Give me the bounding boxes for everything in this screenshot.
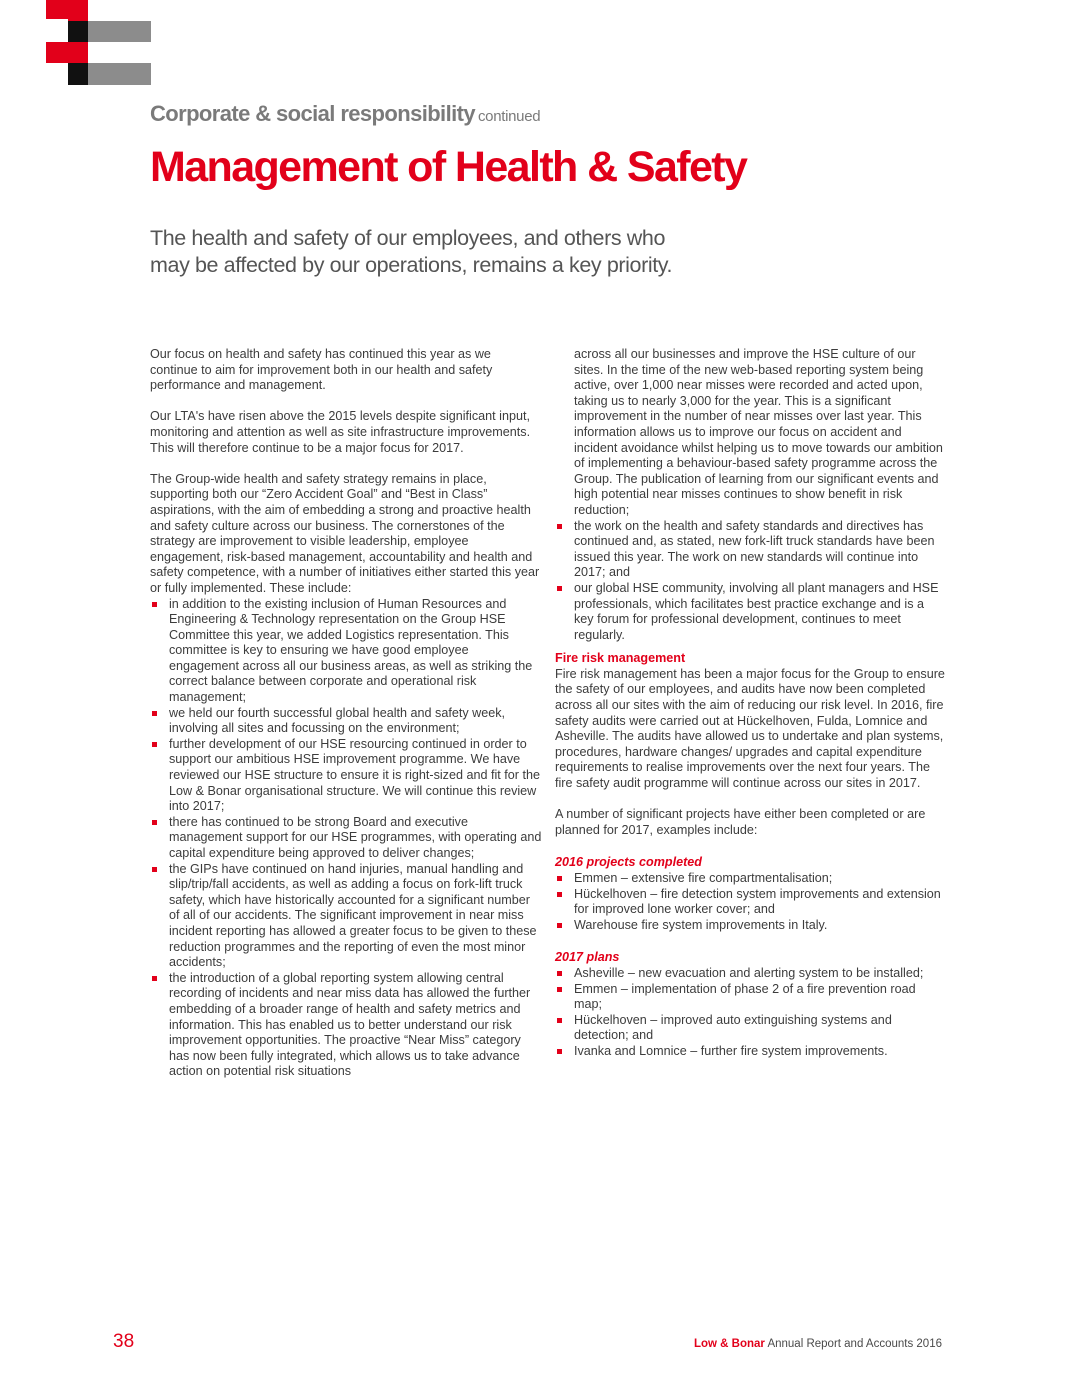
bullet-icon: [152, 742, 157, 747]
list-item: [150, 971, 542, 1080]
plans-2017-list: [555, 966, 947, 1060]
footer-report-title: [694, 1338, 942, 1350]
list-item-text: the GIPs have continued on hand injuries, manual handling and slip/trip/fall accidents, as well as adding a focus on fork-lift truck safety, which have historically accounted for a significant number of all of our accidents. The significant improvement in near miss incident reporting has allowed a greater focus to be given to these reduction programmes and the reporting of even the most minor accidents;: [169, 861, 537, 970]
fire-risk-heading: Fire risk management: [555, 651, 686, 666]
list-item: [150, 706, 542, 737]
list-item: [555, 581, 947, 643]
list-item-text: Ivanka and Lomnice – further fire system improvements.: [574, 1043, 888, 1058]
bullet-icon: [152, 820, 157, 825]
list-item: [555, 918, 947, 934]
list-item: [555, 1044, 947, 1060]
right-column: [555, 347, 947, 1060]
list-item-text: in addition to the existing inclusion of Human Resources and Engineering & Technology representation on the Group HSE Committee this year, we added Logistics representation. This committee is key to ensuring we have good employee engagement across all our business areas, as well as striking the correct balance between corporate and operational risk management;: [169, 596, 533, 705]
bullet-icon: [557, 876, 562, 881]
plans-2017-heading: 2017 plans: [555, 950, 620, 965]
bullet-icon: [152, 602, 157, 607]
section-title: [150, 101, 540, 127]
paragraph-focus: Our focus on health and safety has continued this year as we continue to aim for improvement both in our health and safety performance and management.: [150, 347, 493, 393]
list-item: [555, 871, 947, 887]
footer-report-name: Annual Report and Accounts 2016: [764, 1338, 942, 1350]
paragraph-lta: Our LTA's have risen above the 2015 levels despite significant input, monitoring and attention as well as site infrastructure improvements. This will therefore continue to be a major focus for 2017.: [150, 409, 531, 455]
section-title-suffix: continued: [477, 108, 541, 125]
bullet-icon: [557, 524, 562, 529]
bullet-icon: [557, 1018, 562, 1023]
list-item-text: Warehouse fire system improvements in Italy.: [574, 917, 828, 932]
intro-statement: The health and safety of our employees, and others who may be affected by our operations, remains a key priority.: [150, 226, 673, 277]
bullet-icon: [557, 987, 562, 992]
list-item: [150, 862, 542, 971]
list-item: [555, 966, 947, 982]
projects-completed-heading: 2016 projects completed: [555, 855, 702, 870]
list-item-text: Emmen – implementation of phase 2 of a fire prevention road map;: [574, 981, 916, 1012]
list-item-text: further development of our HSE resourcing continued in order to support our ambitious HSE improvement programme. We have reviewed our HSE structure to ensure it is right-sized and fit for the Low & Bonar organisational structure. We will continue this review into 2017;: [169, 736, 540, 814]
bullet-icon: [152, 711, 157, 716]
page-title: Management of Health & Safety: [150, 143, 747, 191]
bullet-icon: [152, 976, 157, 981]
list-item-text: the introduction of a global reporting system allowing central recording of incidents and near miss data has allowed the further embedding of a broader range of health and safety metrics and information. This has enabled us to better understand our risk improvement opportunities. The proactive “Near Miss” category has now been fully integrated, which allows us to take advance action on potential risk situations: [169, 970, 531, 1079]
paragraph-strategy: The Group-wide health and safety strategy remains in place, supporting both our “Zero Accident Goal” and “Best in Class” aspirations, with the aim of embedding a strong and proactive health and safety culture across our business. The cornerstones of the strategy are improvement to visible leadership, employee engagement, risk-based management, accountability and health and safety competence, with a number of initiatives either started this year or fully implemented. These include:: [150, 471, 540, 595]
initiatives-list-continued: [555, 519, 947, 644]
list-item-text: we held our fourth successful global health and safety week, involving all sites and focussing on the environment;: [169, 705, 506, 736]
list-item-text: Hückelhoven – fire detection system improvements and extension for improved lone worker cover; and: [574, 886, 941, 917]
list-item: [555, 1013, 947, 1044]
list-item-text: the work on the health and safety standards and directives has continued and, as stated, new fork-lift truck standards have been issued this year. The work on new standards will continue into 2017; and: [574, 518, 935, 580]
bullet-icon: [557, 1049, 562, 1054]
list-item-text: our global HSE community, involving all plant managers and HSE professionals, which facilitates best practice exchange and is a key forum for professional development, continues to meet regularly.: [574, 580, 939, 642]
bullet-icon: [557, 923, 562, 928]
bullet-icon: [557, 971, 562, 976]
section-title-text: Corporate & social responsibility: [150, 101, 475, 126]
list-item: [150, 815, 542, 862]
footer-brand: Low & Bonar: [693, 1338, 765, 1350]
list-item: [555, 519, 947, 581]
bullet-icon: [557, 586, 562, 591]
list-item: [555, 982, 947, 1013]
bullet-icon: [557, 892, 562, 897]
continued-list-item-text: across all our businesses and improve the HSE culture of our sites. In the time of the new web-based reporting system being active, over 1,000 near misses were recorded and acted upon, taking us to nearly 3,000 for the year. This is a significant improvement in the number of near misses over last year. This information allows us to improve our focus on accident and incident avoidance whilst helping us to move towards our ambition of implementing a behaviour-based safety programme across the Group. The publication of learning from our significant events and high potential near misses continues to show benefit in risk reduction;: [574, 347, 943, 517]
company-logo-mark: [0, 0, 160, 90]
list-item-text: Emmen – extensive fire compartmentalisation;: [574, 871, 833, 885]
bullet-icon: [152, 867, 157, 872]
list-item-text: Asheville – new evacuation and alerting system to be installed;: [574, 965, 924, 980]
projects-completed-list: [555, 871, 947, 933]
list-item: [150, 597, 542, 706]
list-item-text: there has continued to be strong Board and executive management support for our HSE programmes, with operating and capital expenditure being approved to deliver changes;: [169, 814, 542, 860]
list-item-text: Hückelhoven – improved auto extinguishing systems and detection; and: [574, 1012, 892, 1043]
paragraph-fire-risk: Fire risk management has been a major focus for the Group to ensure the safety of our employees, and audits have now been completed across all our sites with the aim of reducing our risk level. In 2016, fire safety audits were carried out at Hückelhoven, Fulda, Lomnice and Asheville. The audits have allowed us to undertake and plan systems, procedures, hardware changes/ upgrades and capital expenditure requirements to realise improvements over the next four years. The fire safety audit programme will continue across our sites in 2017.: [555, 666, 945, 791]
list-item: [150, 737, 542, 815]
list-item: [555, 887, 947, 918]
initiatives-list: [150, 597, 542, 1080]
paragraph-projects-intro: A number of significant projects have either been completed or are planned for 2017, examples include:: [555, 807, 926, 837]
left-column: [150, 347, 542, 1080]
page-number: 38: [113, 1331, 135, 1352]
